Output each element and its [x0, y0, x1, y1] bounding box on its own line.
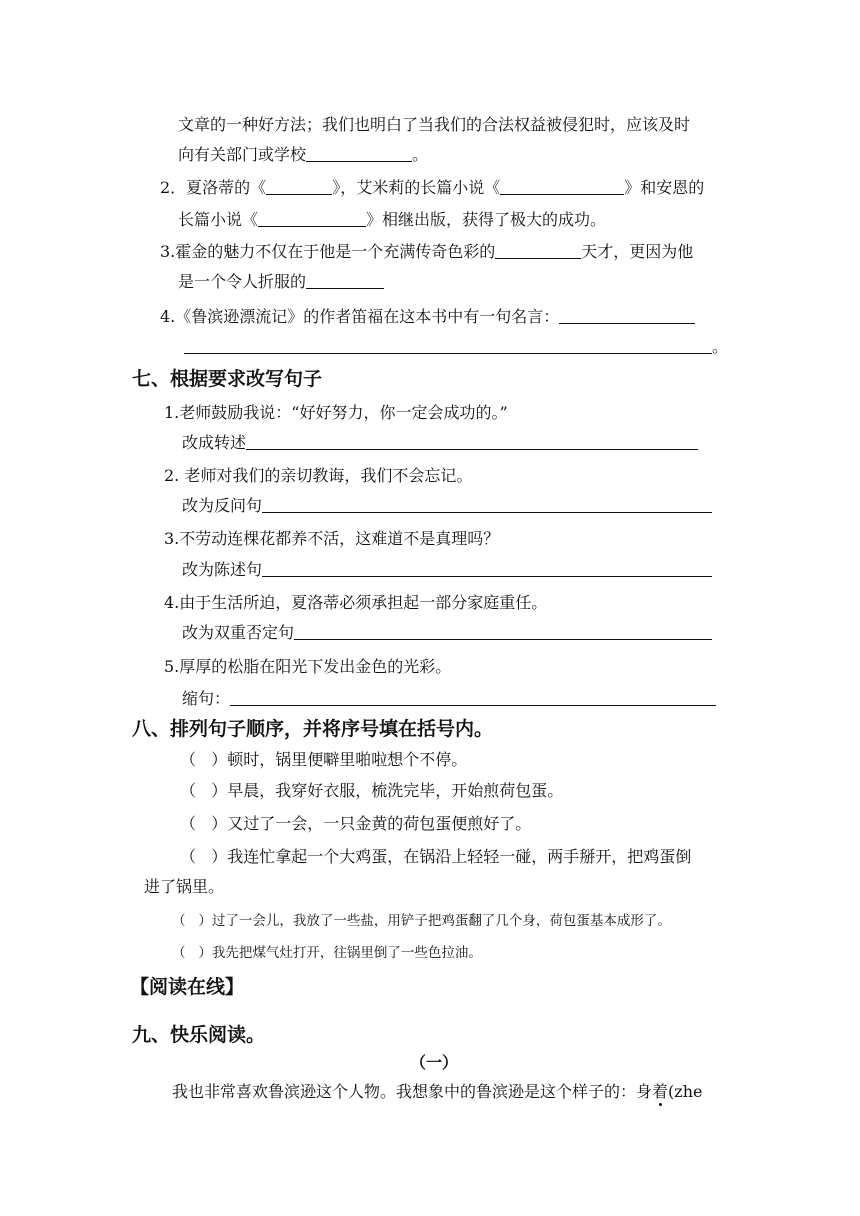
question-6-4: 4.《鲁滨逊漂流记》的作者笛福在这本书中有一句名言： — [160, 306, 695, 328]
answer-blank[interactable] — [262, 496, 712, 513]
answer-blank[interactable] — [184, 337, 712, 354]
section-8-title: 八、排列句子顺序，并将序号填在括号内。 — [132, 718, 494, 740]
answer-line-7-4: 改为双重否定句 — [182, 622, 712, 644]
question-7-3: 3.不劳动连棵花都养不活，这难道不是真理吗？ — [164, 529, 500, 548]
question-7-5: 5.厚厚的松脂在阳光下发出金色的光彩。 — [164, 657, 452, 676]
question-7-2: 2. 老师对我们的亲切教诲，我们不会忘记。 — [164, 466, 473, 485]
sentence-item: （ ）顿时，锅里便噼里啪啦想个不停。 — [180, 750, 468, 769]
question-6-3: 3.霍金的魅力不仅在于他是一个充满传奇色彩的 天才，更因为他 — [160, 242, 694, 261]
sec6-line2: 向有关部门或学校 。 — [178, 145, 429, 164]
question-6-2: 2．夏洛蒂的《 》，艾米莉的长篇小说《 》和安恩的 — [160, 178, 705, 197]
question-6-4-cont: 。 — [184, 336, 728, 358]
answer-line-7-2: 改为反问句 — [182, 495, 712, 517]
question-7-1: 1.老师鼓励我说：“好好努力，你一定会成功的。” — [164, 403, 508, 422]
answer-blank[interactable] — [500, 178, 624, 195]
order-blank[interactable]: （ ） — [172, 913, 212, 929]
section-9-title: 九、快乐阅读。 — [132, 1024, 266, 1046]
order-blank[interactable]: （ ） — [180, 847, 228, 866]
sentence-item: （ ）又过了一会，一只金黄的荷包蛋便煎好了。 — [180, 814, 532, 833]
passage-part-label: （一） — [410, 1053, 459, 1072]
sentence-item: （ ）早晨，我穿好衣服，梳洗完毕，开始煎荷包蛋。 — [180, 781, 564, 800]
answer-blank[interactable] — [246, 433, 698, 450]
sentence-item: （ ）过了一会儿，我放了一些盐，用铲子把鸡蛋翻了几个身，荷包蛋基本成形了。 — [172, 910, 671, 932]
sec6-line2-text: 向有关部门或学校 — [178, 145, 307, 164]
answer-blank[interactable] — [306, 145, 412, 162]
answer-blank[interactable] — [230, 689, 716, 706]
answer-blank[interactable] — [306, 272, 384, 289]
answer-line-7-5: 缩句： — [182, 688, 716, 710]
order-blank[interactable]: （ ） — [180, 814, 228, 833]
question-6-3-cont: 是一个令人折服的 — [178, 271, 384, 293]
answer-blank[interactable] — [266, 178, 332, 195]
order-blank[interactable]: （ ） — [172, 945, 212, 961]
section-7-title: 七、根据要求改写句子 — [132, 368, 323, 390]
answer-blank[interactable] — [262, 560, 712, 577]
answer-blank[interactable] — [495, 242, 581, 259]
question-6-2-cont: 长篇小说《 》相继出版，获得了极大的成功。 — [178, 210, 607, 229]
answer-line-7-3: 改为陈述句 — [182, 559, 712, 581]
passage-paragraph: 我也非常喜欢鲁滨逊这个人物。我想象中的鲁滨逊是这个样子的：身着(zhe — [172, 1082, 703, 1101]
answer-blank[interactable] — [559, 307, 695, 324]
answer-blank[interactable] — [294, 623, 712, 640]
question-7-4: 4.由于生活所迫，夏洛蒂必须承担起一部分家庭重任。 — [164, 593, 548, 612]
sentence-item: （ ）我连忙拿起一个大鸡蛋，在锅沿上轻轻一碰，两手掰开，把鸡蛋倒 — [180, 847, 692, 866]
sec6-line1: 文章的一种好方法；我们也明白了当我们的合法权益被侵犯时，应该及时 — [178, 115, 691, 134]
answer-line-7-1: 改成转述 — [182, 432, 698, 454]
order-blank[interactable]: （ ） — [180, 750, 228, 769]
sentence-item: （ ）我先把煤气灶打开，往锅里倒了一些色拉油。 — [172, 942, 482, 964]
reading-banner: 【阅读在线】 — [130, 976, 245, 998]
dotted-char: 着 — [652, 1082, 669, 1101]
answer-blank[interactable] — [258, 210, 366, 227]
order-blank[interactable]: （ ） — [180, 781, 228, 800]
sentence-item-cont: 进了锅里。 — [144, 877, 225, 896]
